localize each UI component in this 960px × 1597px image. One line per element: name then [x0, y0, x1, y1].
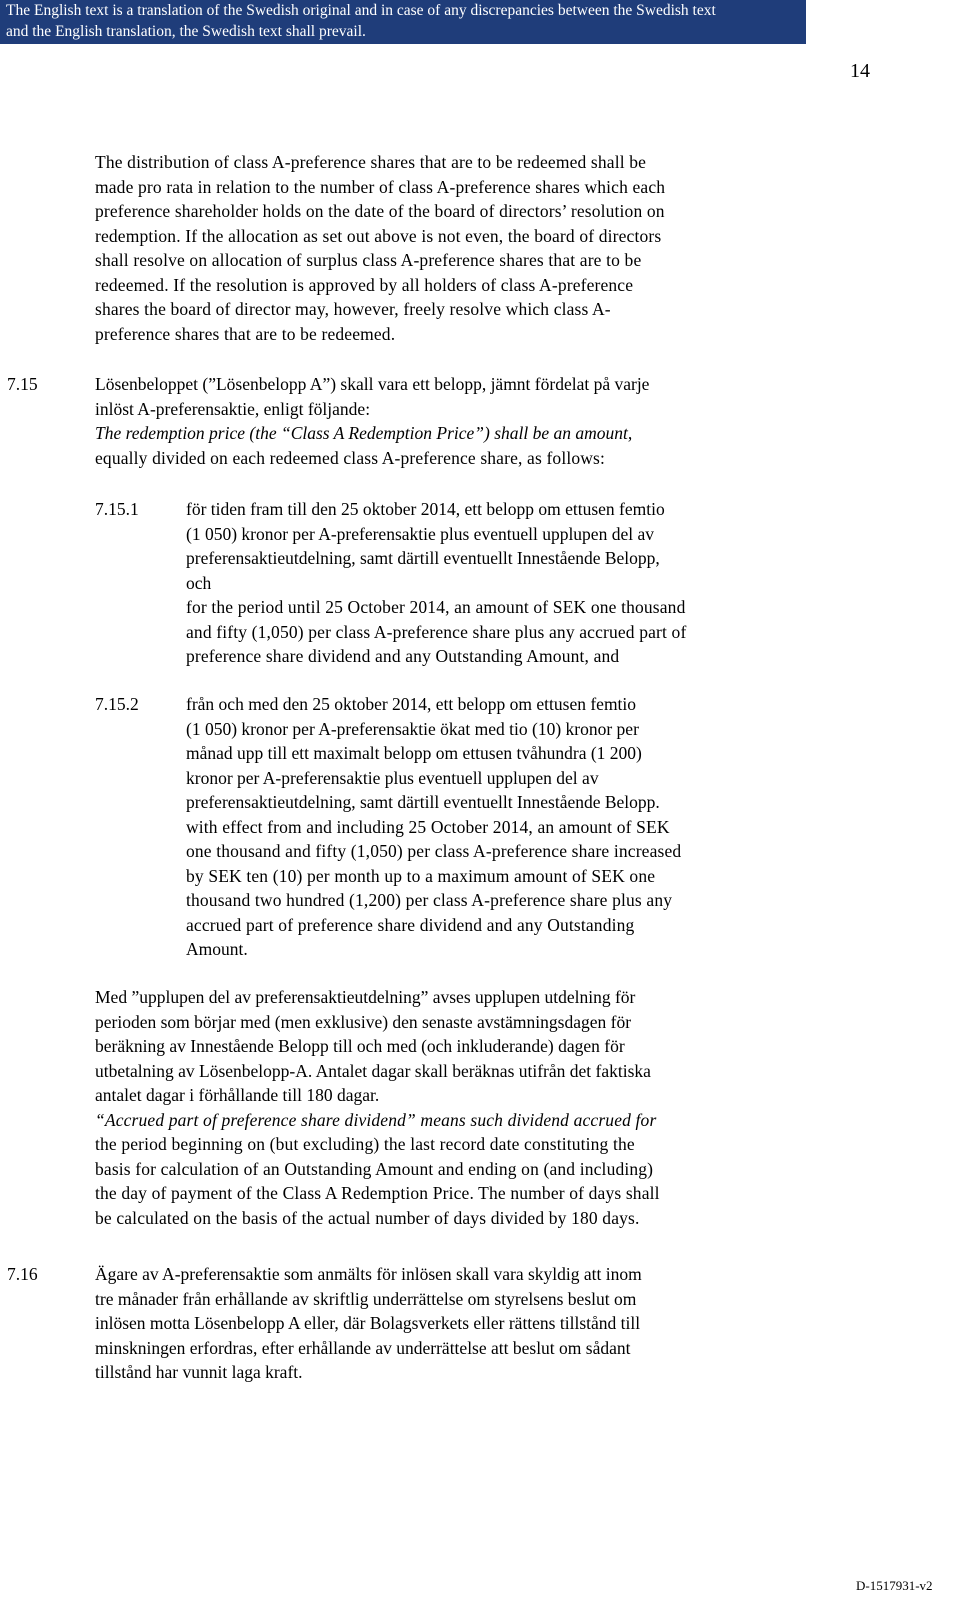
text-line: and fifty (1,050) per class A-preference share plus any accrued part of	[186, 621, 687, 642]
text-line: the period beginning on (but excluding) the last record date constituting the	[95, 1134, 635, 1154]
definition-paragraph	[95, 985, 815, 1230]
text-line: månad upp till ett maximalt belopp om ettusen tvåhundra (1 200)	[186, 743, 642, 763]
text-line: The redemption price (the “Class A Redemption Price”) shall be an amount,	[95, 423, 633, 443]
text-line: the day of payment of the Class A Redemption Price. The number of days shall	[95, 1183, 660, 1203]
text-line: preference share dividend and any Outstanding Amount, and	[186, 646, 620, 666]
subsection-number-7-15-2: 7.15.2	[95, 694, 139, 714]
text-line: preference shares that are to be redeemed.	[95, 323, 396, 344]
text-line: redemption. If the allocation as set out above is not even, the board of directors	[95, 225, 662, 246]
subsection-7-15-2-text	[186, 692, 806, 962]
text-line: (1 050) kronor per A-preferensaktie ökat med tio (10) kronor per	[186, 718, 639, 739]
text-line: thousand two hundred (1,200) per class A-preference share plus any	[186, 890, 673, 910]
text-line: och	[186, 572, 212, 593]
text-line: minskningen erfordras, efter erhållande av underrättelse att beslut om sådant	[95, 1337, 631, 1358]
text-line: tre månader från erhållande av skriftlig underrättelse om styrelsens beslut om	[95, 1288, 637, 1309]
text-line: be calculated on the basis of the actual number of days divided by 180 days.	[95, 1207, 640, 1228]
text-line: (1 050) kronor per A-preferensaktie plus eventuell upplupen del av	[186, 523, 654, 544]
text-line: inlöst A-preferensaktie, enligt följande:	[95, 398, 371, 419]
text-line: preferensaktieutdelning, samt därtill eventuellt Innestående Belopp.	[186, 792, 660, 812]
text-line: inlösen motta Lösenbelopp A eller, där Bolagsverkets eller rättens tillstånd till	[95, 1313, 641, 1333]
text-line: for the period until 25 October 2014, an amount of SEK one thousand	[186, 597, 686, 617]
text-line: Ägare av A-preferensaktie som anmälts för inlösen skall vara skyldig att inom	[95, 1264, 642, 1284]
text-line: equally divided on each redeemed class A-preference share, as follows:	[95, 447, 606, 468]
section-7-16-text	[95, 1262, 815, 1385]
section-7-15-text	[95, 372, 815, 470]
text-line: för tiden fram till den 25 oktober 2014, ett belopp om ettusen femtio	[186, 499, 665, 519]
text-line: kronor per A-preferensaktie plus eventuell upplupen del av	[186, 767, 599, 788]
intro-paragraph	[95, 150, 815, 346]
text-line: redeemed. If the resolution is approved by all holders of class A-preference	[95, 274, 634, 295]
text-line: perioden som börjar med (men exklusive) den senaste avstämningsdagen för	[95, 1011, 632, 1032]
subsection-number-7-15-1: 7.15.1	[95, 499, 139, 519]
text-line: Amount.	[186, 939, 248, 959]
text-line: with effect from and including 25 October 2014, an amount of SEK	[186, 816, 670, 837]
text-line: accrued part of preference share dividend and any Outstanding	[186, 914, 635, 935]
text-line: beräkning av Innestående Belopp till och med (och inkluderande) dagen för	[95, 1036, 625, 1056]
translation-notice-banner	[0, 0, 806, 44]
text-line: utbetalning av Lösenbelopp-A. Antalet dagar skall beräknas utifrån det faktiska	[95, 1060, 651, 1081]
subsection-7-15-1-text	[186, 497, 806, 669]
notice-line-2: and the English translation, the Swedish text shall prevail.	[6, 23, 366, 40]
text-line: one thousand and fifty (1,050) per class A-preference share increased	[186, 841, 682, 861]
document-id: D-1517931-v2	[856, 1578, 933, 1593]
text-line: tillstånd har vunnit laga kraft.	[95, 1362, 303, 1382]
page-number: 14	[850, 60, 870, 82]
text-line: preferensaktieutdelning, samt därtill eventuellt Innestående Belopp,	[186, 548, 660, 568]
text-line: by SEK ten (10) per month up to a maximum amount of SEK one	[186, 865, 656, 886]
text-line: Med ”upplupen del av preferensaktieutdelning” avses upplupen utdelning för	[95, 987, 636, 1007]
text-line: made pro rata in relation to the number of class A-preference shares which each	[95, 176, 666, 197]
text-line: shall resolve on allocation of surplus class A-preference shares that are to be	[95, 250, 642, 270]
section-number-7-16: 7.16	[7, 1264, 38, 1284]
text-line: basis for calculation of an Outstanding Amount and ending on (and including)	[95, 1158, 654, 1179]
text-line: Lösenbeloppet (”Lösenbelopp A”) skall vara ett belopp, jämnt fördelat på varje	[95, 374, 650, 394]
text-line: antalet dagar i förhållande till 180 dagar.	[95, 1085, 380, 1105]
text-line: shares the board of director may, however, freely resolve which class A-	[95, 299, 611, 319]
notice-line-1: The English text is a translation of the Swedish original and in case of any discrepancies between the Swedish text	[6, 2, 716, 19]
text-line: från och med den 25 oktober 2014, ett belopp om ettusen femtio	[186, 694, 637, 714]
section-number-7-15: 7.15	[7, 374, 38, 394]
text-line: “Accrued part of preference share dividend” means such dividend accrued for	[95, 1109, 657, 1130]
text-line: preference shareholder holds on the date of the board of directors’ resolution on	[95, 201, 665, 221]
text-line: The distribution of class A-preference shares that are to be redeemed shall be	[95, 152, 647, 172]
